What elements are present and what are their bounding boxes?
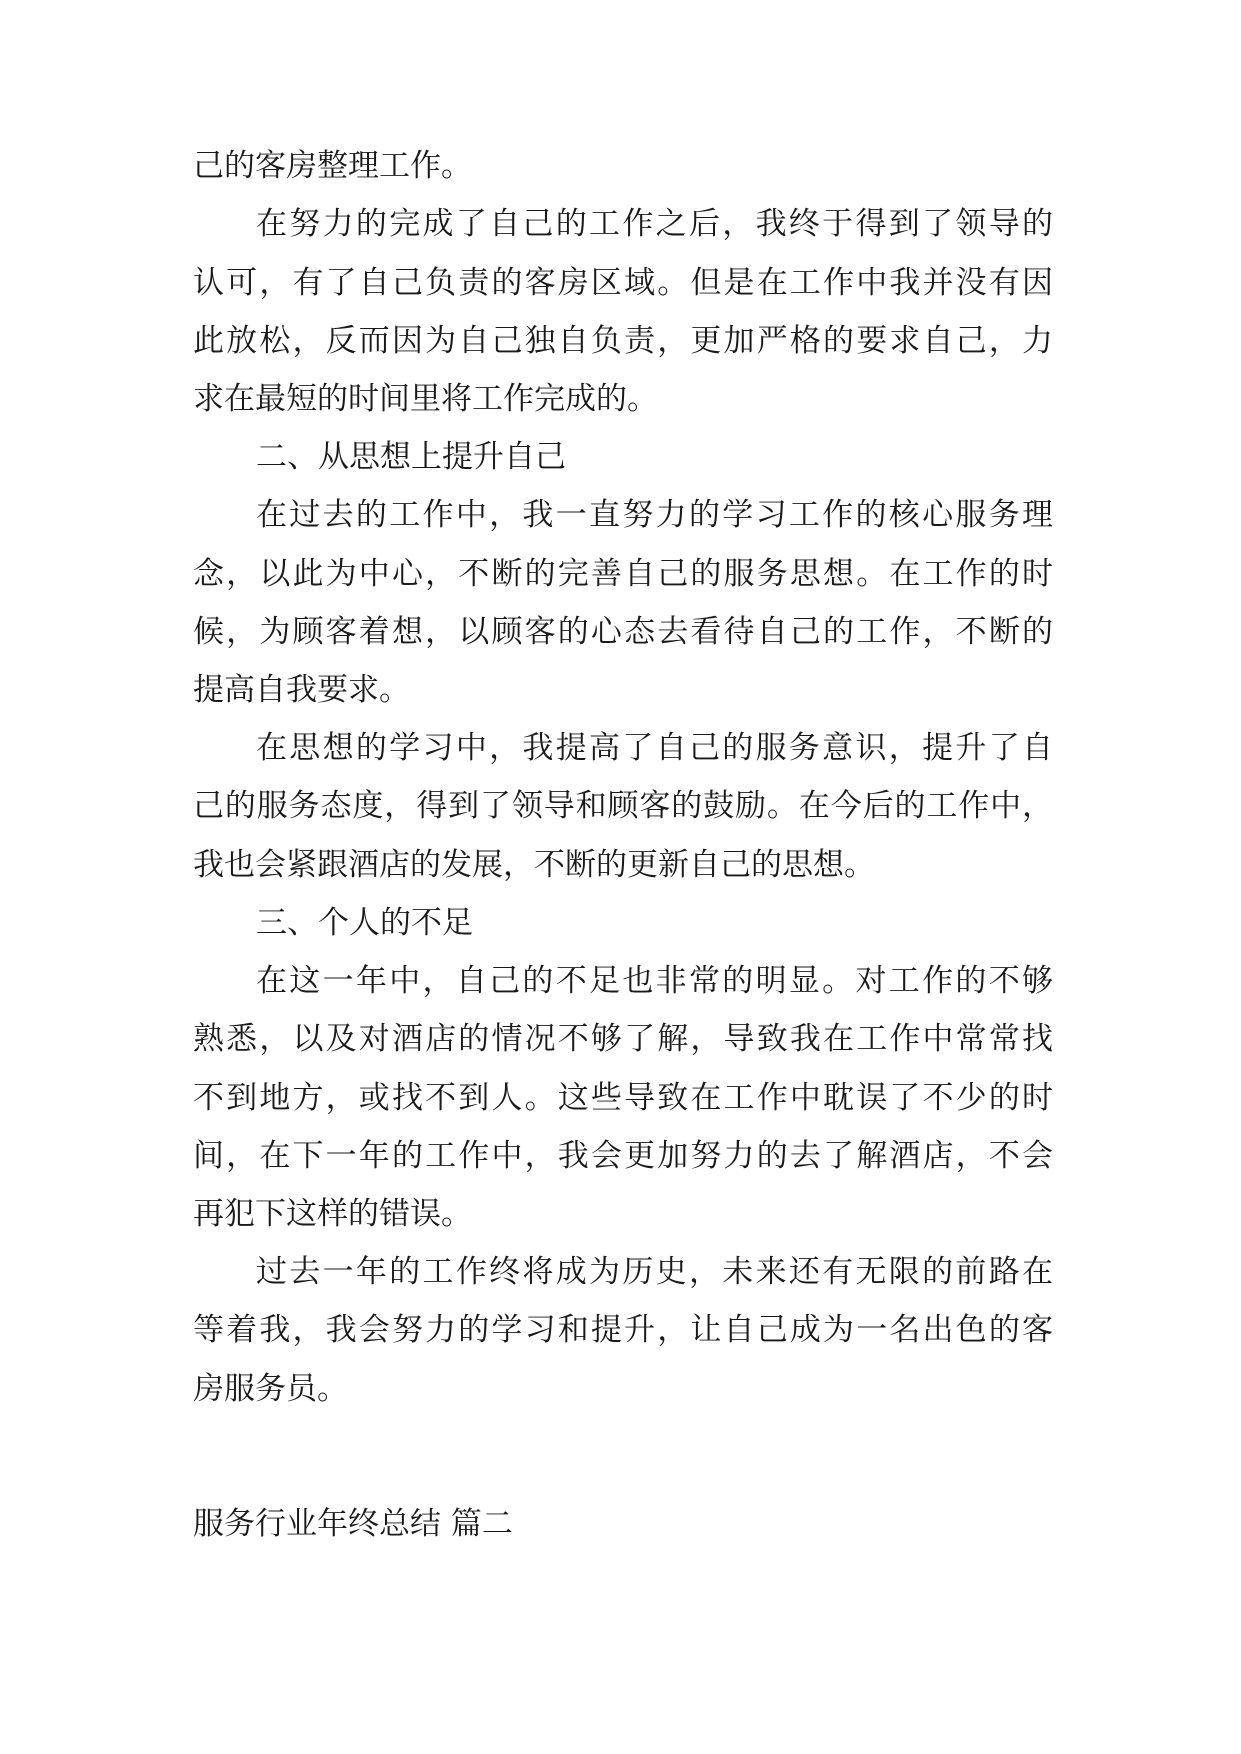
paragraph-line: 己的服务态度，得到了领导和顾客的鼓励。在今后的工作中， <box>193 788 1053 824</box>
paragraph-line: 认可，有了自己负责的客房区域。但是在工作中我并没有因 <box>193 265 1053 301</box>
paragraph-line: 在过去的工作中，我一直努力的学习工作的核心服务理 <box>256 497 1053 533</box>
paragraph-line: 求在最短的时间里将工作完成的。 <box>193 381 658 417</box>
section-heading: 三、个人的不足 <box>256 905 473 941</box>
paragraph-line: 再犯下这样的错误。 <box>193 1196 472 1232</box>
paragraph-line: 己的客房整理工作。 <box>193 148 472 184</box>
paragraph-line: 熟悉，以及对酒店的情况不够了解，导致我在工作中常常找 <box>193 1021 1053 1057</box>
section-title: 服务行业年终总结 篇二 <box>193 1506 513 1542</box>
section-heading: 二、从思想上提升自己 <box>256 439 566 475</box>
paragraph-line: 等着我，我会努力的学习和提升，让自己成为一名出色的客 <box>193 1312 1053 1348</box>
paragraph-line: 念，以此为中心，不断的完善自己的服务思想。在工作的时 <box>193 556 1053 592</box>
paragraph-line: 间，在下一年的工作中，我会更加努力的去了解酒店，不会 <box>193 1138 1053 1174</box>
paragraph-line: 在努力的完成了自己的工作之后，我终于得到了领导的 <box>256 206 1053 242</box>
paragraph-line: 在这一年中，自己的不足也非常的明显。对工作的不够 <box>256 963 1053 999</box>
paragraph-line: 候，为顾客着想，以顾客的心态去看待自己的工作，不断的 <box>193 614 1053 650</box>
paragraph-line: 房服务员。 <box>193 1371 348 1407</box>
paragraph-line: 提高自我要求。 <box>193 672 410 708</box>
paragraph-line: 此放松，反而因为自己独自负责，更加严格的要求自己，力 <box>193 323 1053 359</box>
paragraph-line: 不到地方，或找不到人。这些导致在工作中耽误了不少的时 <box>193 1080 1053 1116</box>
paragraph-line: 过去一年的工作终将成为历史，未来还有无限的前路在 <box>256 1254 1053 1290</box>
paragraph-line: 我也会紧跟酒店的发展，不断的更新自己的思想。 <box>193 847 875 883</box>
paragraph-line: 在思想的学习中，我提高了自己的服务意识，提升了自 <box>256 730 1053 766</box>
